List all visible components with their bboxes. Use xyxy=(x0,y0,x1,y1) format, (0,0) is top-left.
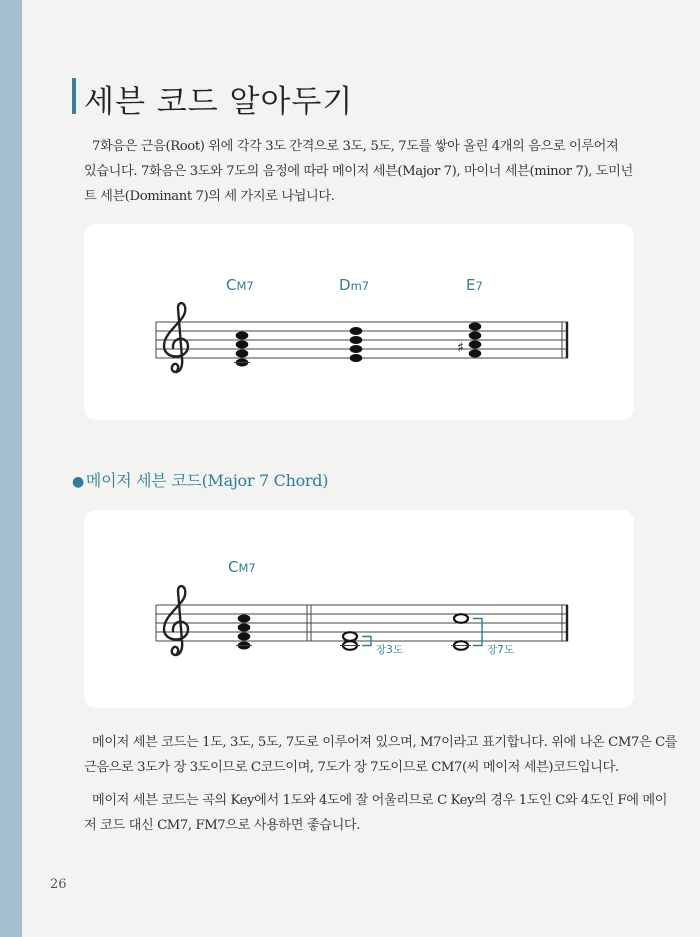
intro-line-2: 있습니다. 7화음은 3도와 7도의 음정에 따라 메이저 세븐(Major 7), 마이너 세븐(minor 7), 도미넌 xyxy=(84,164,633,179)
score-three-chords xyxy=(84,224,634,420)
section-heading xyxy=(72,468,328,491)
side-strip xyxy=(0,0,22,937)
treble-clef-icon xyxy=(164,586,188,655)
chord-symbol-cm7 xyxy=(226,276,254,294)
bullet-icon: ● xyxy=(72,474,84,490)
major-seventh-interval xyxy=(451,614,514,656)
interval-label-major-third: 장3도 xyxy=(376,644,403,656)
page-number: 26 xyxy=(50,877,67,892)
body2-line-1: 메이저 세븐 코드는 곡의 Key에서 1도와 4도에 잘 어울리므로 C Key의 경우 1도인 C와 4도인 F에 메이 xyxy=(92,793,668,808)
intro-line-3: 트 세븐(Dominant 7)의 세 가지로 나뉩니다. xyxy=(84,189,335,204)
chord-symbol-e7 xyxy=(466,276,483,294)
chord-symbol-dm7 xyxy=(339,276,369,294)
major-third-interval xyxy=(340,632,403,656)
page-title: 세븐 코드 알아두기 xyxy=(84,84,354,120)
staff-lines xyxy=(156,605,568,641)
major7-example-card xyxy=(84,510,634,708)
chord-examples-card xyxy=(84,224,634,420)
chord-quality: m7 xyxy=(350,279,370,293)
sharp-accidental: ♯ xyxy=(457,340,464,356)
chord-symbol-cm7 xyxy=(228,558,256,576)
chord-quality: M7 xyxy=(238,561,256,575)
chord-notes-dm7 xyxy=(350,327,363,362)
body2-line-2: 저 코드 대신 CM7, FM7으로 사용하면 좋습니다. xyxy=(84,818,361,833)
svg-text:Dm7 xyxy=(339,276,369,294)
chord-root: C xyxy=(226,276,237,294)
score-cm7-intervals xyxy=(84,510,634,708)
chord-quality: M7 xyxy=(236,279,254,293)
treble-clef-icon xyxy=(164,303,188,372)
interval-label-major-seventh: 장7도 xyxy=(487,644,514,656)
svg-text:CM7 xyxy=(228,558,256,576)
title-accent-bar xyxy=(72,78,76,114)
section-heading-text: 메이저 세븐 코드(Major 7 Chord) xyxy=(85,471,329,490)
chord-root: D xyxy=(339,276,351,294)
chord-quality: 7 xyxy=(475,279,483,293)
svg-text:E7 xyxy=(466,276,483,294)
chord-root: C xyxy=(228,558,239,576)
body1-line-1: 메이저 세븐 코드는 1도, 3도, 5도, 7도로 이루어져 있으며, M7이라고 표기합니다. 위에 나온 CM7은 C를 xyxy=(92,735,678,750)
intro-line-1: 7화음은 근음(Root) 위에 각각 3도 간격으로 3도, 5도, 7도를 쌓아 올린 4개의 음으로 이루어져 xyxy=(92,139,619,154)
chord-root: E xyxy=(466,276,476,294)
body1-line-2: 근음으로 3도가 장 3도이므로 C코드이며, 7도가 장 7도이므로 CM7(씨 메이저 세븐)코드입니다. xyxy=(84,760,619,775)
svg-text:CM7 xyxy=(226,276,254,294)
